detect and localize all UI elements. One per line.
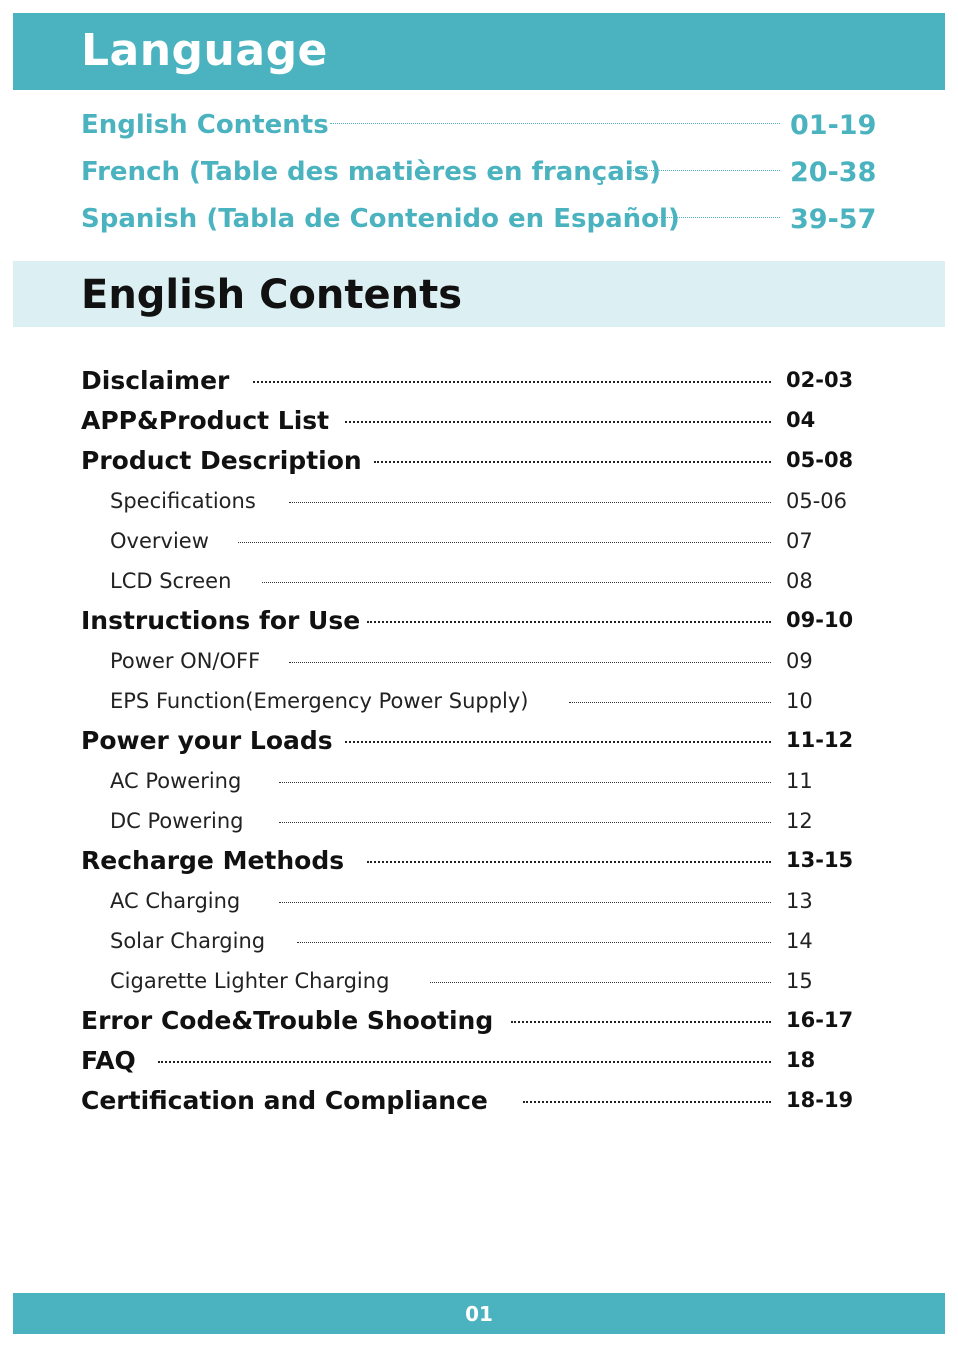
toc-subentry-overview[interactable] — [0, 529, 958, 563]
toc-pages: 18 — [786, 1048, 816, 1072]
toc-pages: 10 — [786, 689, 813, 713]
dot-leader — [511, 1021, 771, 1023]
toc-pages: 04 — [786, 408, 816, 432]
dot-leader — [367, 861, 771, 863]
toc-entry-faq[interactable] — [0, 1046, 958, 1080]
toc-label: Cigarette Lighter Charging — [110, 969, 390, 993]
toc-pages: 11-12 — [786, 728, 854, 752]
english-contents-header — [13, 261, 945, 327]
toc-entry-product-description[interactable] — [0, 446, 958, 480]
toc-label: FAQ — [81, 1046, 136, 1075]
toc-entry-error-code-troubleshooting[interactable] — [0, 1006, 958, 1040]
toc-label: Error Code&Trouble Shooting — [81, 1006, 494, 1035]
language-header — [13, 13, 945, 90]
language-title: Language — [81, 25, 328, 76]
toc-pages: 13 — [786, 889, 813, 913]
dot-leader — [345, 421, 771, 423]
toc-label: LCD Screen — [110, 569, 232, 593]
page-number: 01 — [465, 1302, 493, 1326]
toc-label: Overview — [110, 529, 209, 553]
toc-subentry-eps-function[interactable] — [0, 689, 958, 723]
dot-leader — [253, 381, 771, 383]
language-row-spanish[interactable] — [0, 204, 958, 238]
toc-pages: 07 — [786, 529, 813, 553]
dot-leader — [345, 741, 771, 743]
dot-leader — [279, 822, 771, 823]
english-contents-title: English Contents — [81, 272, 463, 318]
toc-label: Recharge Methods — [81, 846, 345, 875]
toc-label: Power your Loads — [81, 726, 333, 755]
toc-pages: 16-17 — [786, 1008, 854, 1032]
dot-leader — [289, 502, 771, 503]
toc-label: APP&Product List — [81, 406, 330, 435]
toc-entry-instructions-for-use[interactable] — [0, 606, 958, 640]
dot-leader — [279, 782, 771, 783]
dot-leader — [158, 1061, 771, 1063]
language-pages: 39-57 — [790, 204, 877, 235]
dot-leader — [430, 982, 771, 983]
dot-leader — [523, 1101, 771, 1103]
language-label: Spanish (Tabla de Contenido en Español) — [81, 204, 680, 234]
toc-subentry-power-on-off[interactable] — [0, 649, 958, 683]
toc-label: Certification and Compliance — [81, 1086, 488, 1115]
toc-pages: 12 — [786, 809, 813, 833]
toc-label: Specifications — [110, 489, 256, 513]
toc-label: Product Description — [81, 446, 362, 475]
toc-subentry-solar-charging[interactable] — [0, 929, 958, 963]
dot-leader — [289, 662, 771, 663]
dot-leader — [569, 702, 771, 703]
dot-leader — [279, 902, 771, 903]
toc-entry-power-your-loads[interactable] — [0, 726, 958, 760]
toc-entry-certification-compliance[interactable] — [0, 1086, 958, 1120]
toc-pages: 09-10 — [786, 608, 854, 632]
toc-pages: 05-08 — [786, 448, 854, 472]
toc-subentry-specifications[interactable] — [0, 489, 958, 523]
dot-leader — [367, 621, 771, 623]
toc-pages: 14 — [786, 929, 813, 953]
language-row-english[interactable] — [0, 110, 958, 144]
toc-subentry-ac-charging[interactable] — [0, 889, 958, 923]
language-row-french[interactable] — [0, 157, 958, 191]
toc-pages: 18-19 — [786, 1088, 854, 1112]
language-pages: 01-19 — [790, 110, 877, 141]
toc-pages: 02-03 — [786, 368, 854, 392]
toc-label: AC Powering — [110, 769, 242, 793]
toc-subentry-dc-powering[interactable] — [0, 809, 958, 843]
language-label: English Contents — [81, 110, 329, 140]
dot-leader — [238, 542, 771, 543]
toc-label: Disclaimer — [81, 366, 230, 395]
toc-subentry-ac-powering[interactable] — [0, 769, 958, 803]
toc-pages: 15 — [786, 969, 813, 993]
toc-entry-disclaimer[interactable] — [0, 366, 958, 400]
toc-label: Solar Charging — [110, 929, 266, 953]
toc-subentry-cigarette-lighter-charging[interactable] — [0, 969, 958, 1003]
language-label: French (Table des matières en français) — [81, 157, 662, 187]
toc-pages: 05-06 — [786, 489, 848, 513]
toc-label: AC Charging — [110, 889, 241, 913]
toc-entry-recharge-methods[interactable] — [0, 846, 958, 880]
toc-label: Instructions for Use — [81, 606, 361, 635]
dot-leader — [656, 217, 780, 218]
toc-pages: 08 — [786, 569, 813, 593]
toc-label: Power ON/OFF — [110, 649, 261, 673]
dot-leader — [297, 942, 771, 943]
language-pages: 20-38 — [790, 157, 877, 188]
toc-entry-app-product-list[interactable] — [0, 406, 958, 440]
dot-leader — [628, 170, 780, 171]
toc-pages: 13-15 — [786, 848, 854, 872]
toc-pages: 09 — [786, 649, 813, 673]
toc-label: EPS Function(Emergency Power Supply) — [110, 689, 529, 713]
toc-subentry-lcd-screen[interactable] — [0, 569, 958, 603]
toc-pages: 11 — [786, 769, 813, 793]
toc-label: DC Powering — [110, 809, 244, 833]
footer-bar — [13, 1293, 945, 1334]
dot-leader — [330, 123, 780, 124]
dot-leader — [262, 582, 771, 583]
dot-leader — [374, 461, 771, 463]
